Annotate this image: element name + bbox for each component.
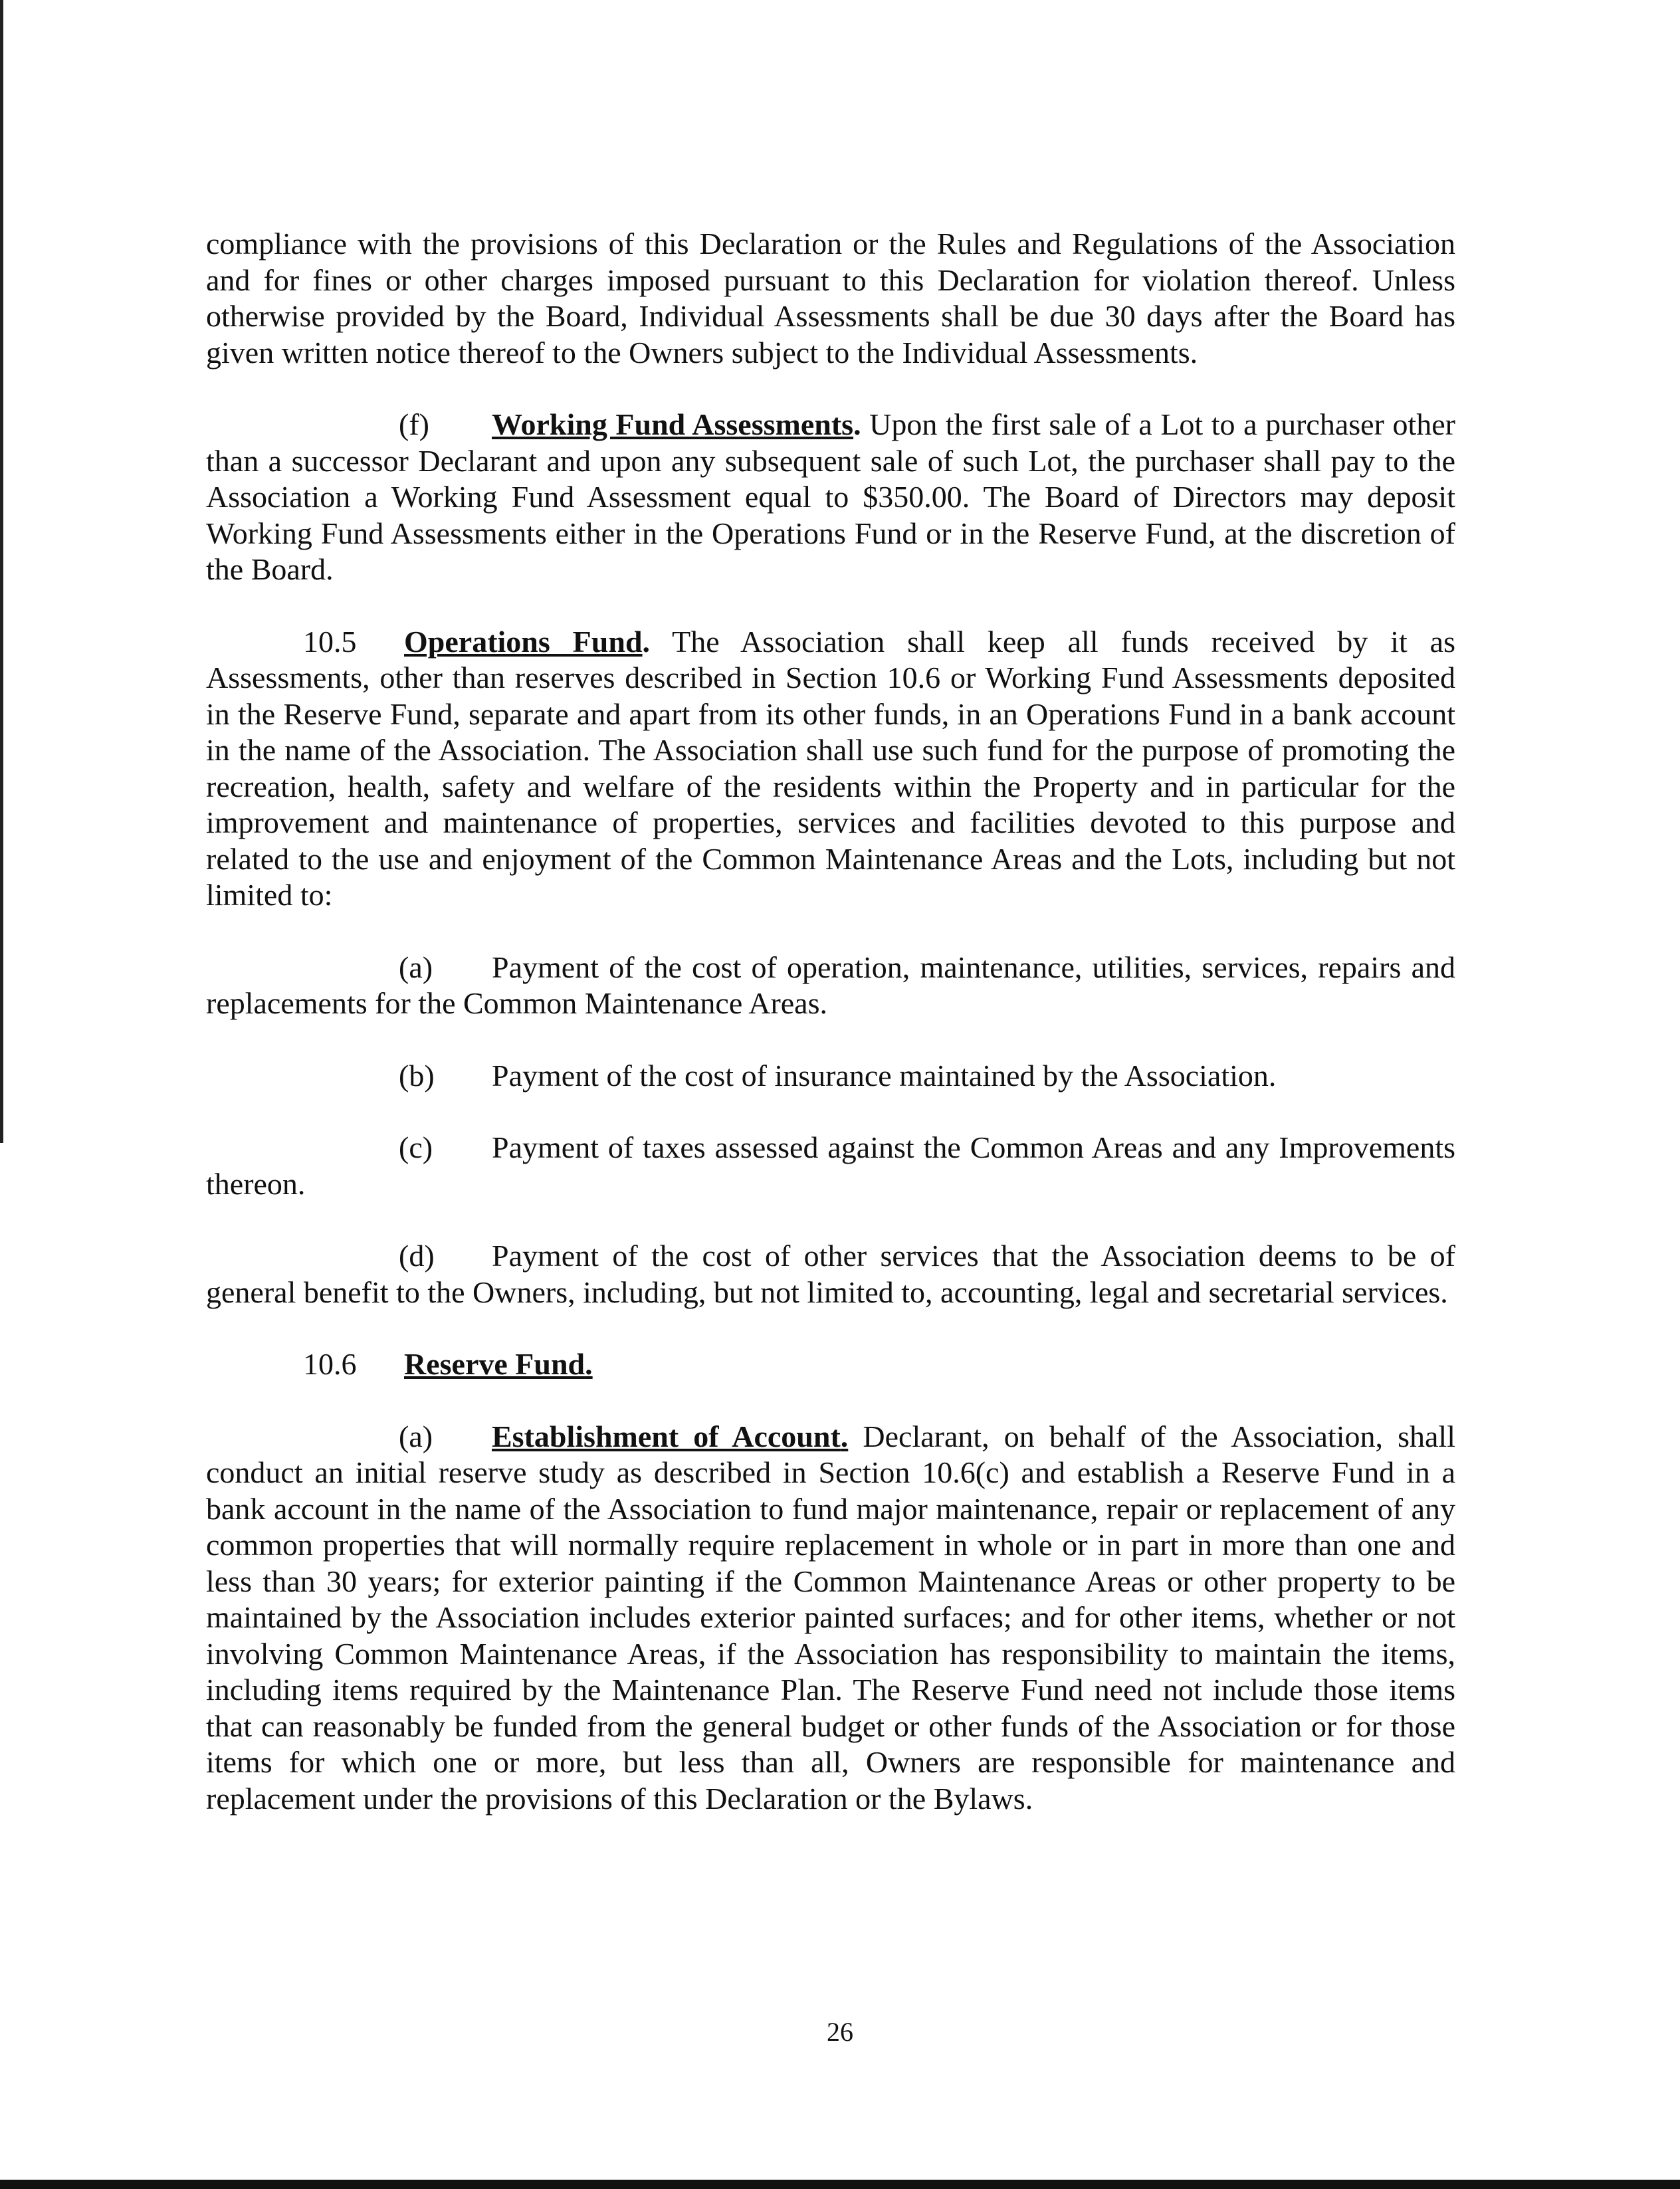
heading-period: . [642,624,651,659]
paragraph-establishment-of-account [206,1419,1455,1818]
scan-edge-left [0,0,3,1143]
scan-edge-bottom [0,2180,1680,2189]
heading-period: . [853,407,861,441]
label-d: (d) [399,1239,435,1273]
paragraph-item-a [206,950,1455,1022]
paragraph-item-d [206,1238,1455,1310]
working-fund-text: Upon the first sale of a Lot to a purchaser other than a successor Declarant and upon any subsequent sale of such Lot, the purchaser shall pay to the Association a Working Fund Assessment equal to $350.00. The Board of Directors may deposit Working Fund Assessments either in the Operations Fund or in the Reserve Fund, at the discretion of the Board. [206,407,1455,586]
item-a-text: Payment of the cost of operation, maintenance, utilities, services, repairs and replacements for the Common Maintenance Areas. [206,950,1455,1020]
heading-establishment-of-account: Establishment of Account [492,1419,841,1453]
heading-reserve-fund: Reserve Fund [404,1347,585,1381]
section-10-6-number: 10.6 [303,1347,357,1381]
paragraph-item-b [206,1058,1455,1094]
section-10-5-number: 10.5 [303,624,357,659]
page-number: 26 [827,2017,853,2047]
label-reserve-a: (a) [399,1419,433,1453]
label-f: (f) [399,407,429,441]
item-d-text: Payment of the cost of other services that the Association deems to be of general benefit to the Owners, including, but not limited to, accounting, legal and secretarial services. [206,1239,1455,1309]
label-c: (c) [399,1130,433,1164]
paragraph-intro [206,226,1455,371]
paragraph-working-fund [206,407,1455,588]
heading-working-fund-assessments: Working Fund Assessments [492,407,854,441]
label-b: (b) [399,1058,435,1093]
document-page [206,226,1455,1817]
label-a: (a) [399,950,433,984]
heading-operations-fund: Operations Fund [404,624,643,659]
heading-period: . [840,1419,849,1453]
item-b-text: Payment of the cost of insurance maintained by the Association. [492,1058,1277,1093]
paragraph-item-c [206,1130,1455,1202]
paragraph-operations-fund [206,624,1455,914]
item-c-text: Payment of taxes assessed against the Common Areas and any Improvements thereon. [206,1130,1455,1201]
paragraph-reserve-fund-heading [206,1346,1455,1383]
intro-text: compliance with the provisions of this Declaration or the Rules and Regulations of the Association and for fines or other charges imposed pursuant to this Declaration for violation thereof. Unless otherwise provided by the Board, Individual Assessments shall be due 30 days after the Board has given written notice thereof to the Owners subject to the Individual Assessments. [206,227,1455,369]
heading-period: . [585,1347,593,1381]
establishment-of-account-text: Declarant, on behalf of the Association, shall conduct an initial reserve study as described in Section 10.6(c) and establish a Reserve Fund in a bank account in the name of the Association to fund major maintenance, repair or replacement of any common properties that will normally require replacement in whole or in part in more than one and less than 30 years; for exterior painting if the Common Maintenance Areas or other property to be maintained by the Association includes exterior painted surfaces; and for other items, whether or not involving Common Maintenance Areas, if the Association has responsibility to maintain the items, including items required by the Maintenance Plan. The Reserve Fund need not include those items that can reasonably be funded from the general budget or other funds of the Association or for those items for which one or more, but less than all, Owners are responsible for maintenance and replacement under the provisions of this Declaration or the Bylaws. [206,1419,1455,1816]
operations-fund-text: The Association shall keep all funds received by it as Assessments, other than reserves described in Section 10.6 or Working Fund Assessments deposited in the Reserve Fund, separate and apart from its other funds, in an Operations Fund in a bank account in the name of the Association. The Association shall use such fund for the purpose of promoting the recreation, health, safety and welfare of the residents within the Property and in particular for the improvement and maintenance of properties, services and facilities devoted to this purpose and related to the use and enjoyment of the Common Maintenance Areas and the Lots, including but not limited to: [206,624,1455,912]
